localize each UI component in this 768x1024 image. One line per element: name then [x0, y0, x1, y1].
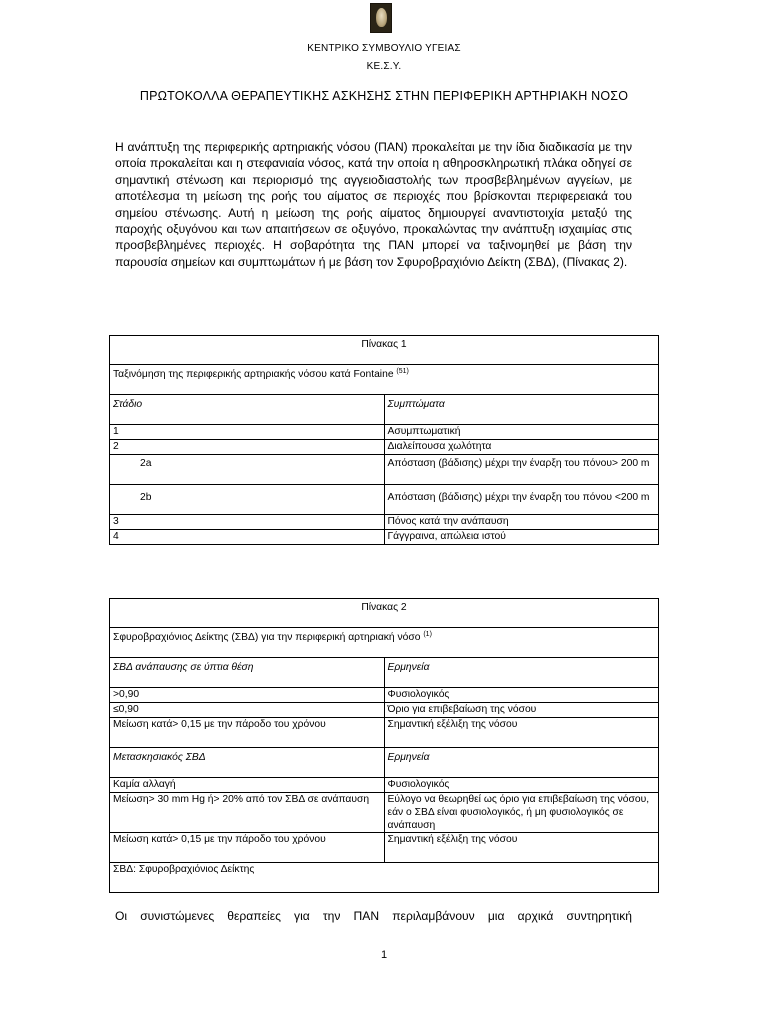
table-row	[110, 703, 659, 718]
table2-reference: (1)	[423, 631, 432, 638]
table2-header-interpretation: Ερμηνεία	[384, 658, 659, 688]
table-row	[110, 793, 659, 833]
table-row	[110, 485, 659, 515]
table2-meaning: Σημαντική εξέλιξη της νόσου	[384, 833, 659, 863]
table2-subtitle: Σφυροβραχιόνιος Δείκτης (ΣΒΔ) για την περιφερική αρτηριακή νόσο $^{(1)}$	[110, 628, 659, 658]
table2-value: >0,90	[110, 688, 385, 703]
table2-caption: Πίνακας 2	[110, 599, 659, 628]
table1-symptom: Απόσταση (βάδισης) μέχρι την έναρξη του πόνου <200 m	[384, 485, 659, 515]
table2-meaning: Φυσιολογικός	[384, 778, 659, 793]
bust-portrait-icon	[370, 3, 392, 33]
document-title: ΠΡΩΤΟΚΟΛΛΑ ΘΕΡΑΠΕΥΤΙΚΗΣ ΑΣΚΗΣΗΣ ΣΤΗΝ ΠΕΡΙΦΕΡΙΚΗ ΑΡΤΗΡΙΑΚΗ ΝΟΣΟ	[139, 89, 629, 103]
table-row	[110, 440, 659, 455]
table2-meaning: Φυσιολογικός	[384, 688, 659, 703]
table2-header-exercise: Μετασκησιακός ΣΒΔ	[110, 748, 385, 778]
table1-header-symptoms: Συμπτώματα	[384, 395, 659, 425]
table2-header-exercise-interpretation: Ερμηνεία	[384, 748, 659, 778]
table1-symptom: Διαλείπουσα χωλότητα	[384, 440, 659, 455]
table1-stage: 3	[110, 515, 385, 530]
table1-caption: Πίνακας 1	[110, 336, 659, 365]
table-row	[110, 688, 659, 703]
table2-meaning: Όριο για επιβεβαίωση της νόσου	[384, 703, 659, 718]
table2-meaning: Σημαντική εξέλιξη της νόσου	[384, 718, 659, 748]
table2-value: Καμία αλλαγή	[110, 778, 385, 793]
table1-header-stage: Στάδιο	[110, 395, 385, 425]
table-row	[110, 778, 659, 793]
table1-symptom: Ασυμπτωματική	[384, 425, 659, 440]
table1-stage: 2b	[110, 485, 385, 515]
table-row	[110, 833, 659, 863]
table2-value: Μείωση> 30 mm Hg ή> 20% από τον ΣΒΔ σε ανάπαυση	[110, 793, 385, 833]
table2-header-rest: ΣΒΔ ανάπαυσης σε ύπτια θέση	[110, 658, 385, 688]
table1-stage: 4	[110, 530, 385, 545]
abi-table	[109, 598, 659, 893]
table1-symptom: Πόνος κατά την ανάπαυση	[384, 515, 659, 530]
table2-value: Μείωση κατά> 0,15 με την πάροδο του χρόνου	[110, 833, 385, 863]
table-row	[110, 718, 659, 748]
table-row	[110, 530, 659, 545]
table1-stage: 2a	[110, 455, 385, 485]
fontaine-table	[109, 335, 659, 545]
table1-stage: 1	[110, 425, 385, 440]
table1-symptom: Γάγγραινα, απώλεια ιστού	[384, 530, 659, 545]
intro-paragraph: Η ανάπτυξη της περιφερικής αρτηριακής νόσου (ΠΑΝ) προκαλείται με την ίδια διαδικασία με την οποία προκαλείται και η στεφανιαία νόσος, κατά την οποία η αθηροσκληρωτική πλάκα οδηγεί σε σημαντική στένωση και περιορισμό της αγγειοδιαστολής των προσβεβλημένων αγγείων, με αποτέλεσμα τη μείωση της ροής του αίματος σε περιοχές που βρίσκονται περιφερειακά του σημείου στένωσης. Αυτή η μείωση της ροής αίματος δημιουργεί αναντιστοιχία μεταξύ της παροχής οξυγόνου και των απαιτήσεων σε οξυγόνο, προκαλώντας την ανάπτυξη ισχαιμίας στις προσβεβλημένες περιοχές. Η σοβαρότητα της ΠΑΝ μπορεί να ταξινομηθεί με βάση την παρουσία σημείων και συμπτωμάτων ή με βάση τον Σφυροβραχιόνιο Δείκτη (ΣΒΔ), (Πίνακας 2).	[115, 140, 632, 269]
table-row	[110, 455, 659, 485]
table2-value: Μείωση κατά> 0,15 με την πάροδο του χρόνου	[110, 718, 385, 748]
table1-reference: (51)	[396, 368, 409, 375]
table2-value: ≤0,90	[110, 703, 385, 718]
table-row	[110, 515, 659, 530]
table1-subtitle: Ταξινόμηση της περιφερικής αρτηριακής νόσου κατά Fontaine $^{(51)}$	[110, 365, 659, 395]
table1-symptom: Απόσταση (βάδισης) μέχρι την έναρξη του πόνου> 200 m	[384, 455, 659, 485]
table2-footnote: ΣΒΔ: Σφυροβραχιόνιος Δείκτης	[110, 863, 659, 893]
page-number: 1	[380, 949, 388, 961]
org-name: ΚΕΝΤΡΙΚΟ ΣΥΜΒΟΥΛΙΟ ΥΓΕΙΑΣ	[307, 43, 461, 54]
table-row	[110, 425, 659, 440]
org-abbreviation: ΚΕ.Σ.Υ.	[366, 61, 402, 72]
table2-meaning: Εύλογο να θεωρηθεί ως όριο για επιβεβαίωση της νόσου, εάν ο ΣΒΔ είναι φυσιολογικός, ή μη φυσιολογικός σε ανάπαυση	[384, 793, 659, 833]
table1-stage: 2	[110, 440, 385, 455]
closing-paragraph: Οι συνιστώμενες θεραπείες για την ΠΑΝ περιλαμβάνουν μια αρχικά συντηρητική	[115, 909, 632, 923]
